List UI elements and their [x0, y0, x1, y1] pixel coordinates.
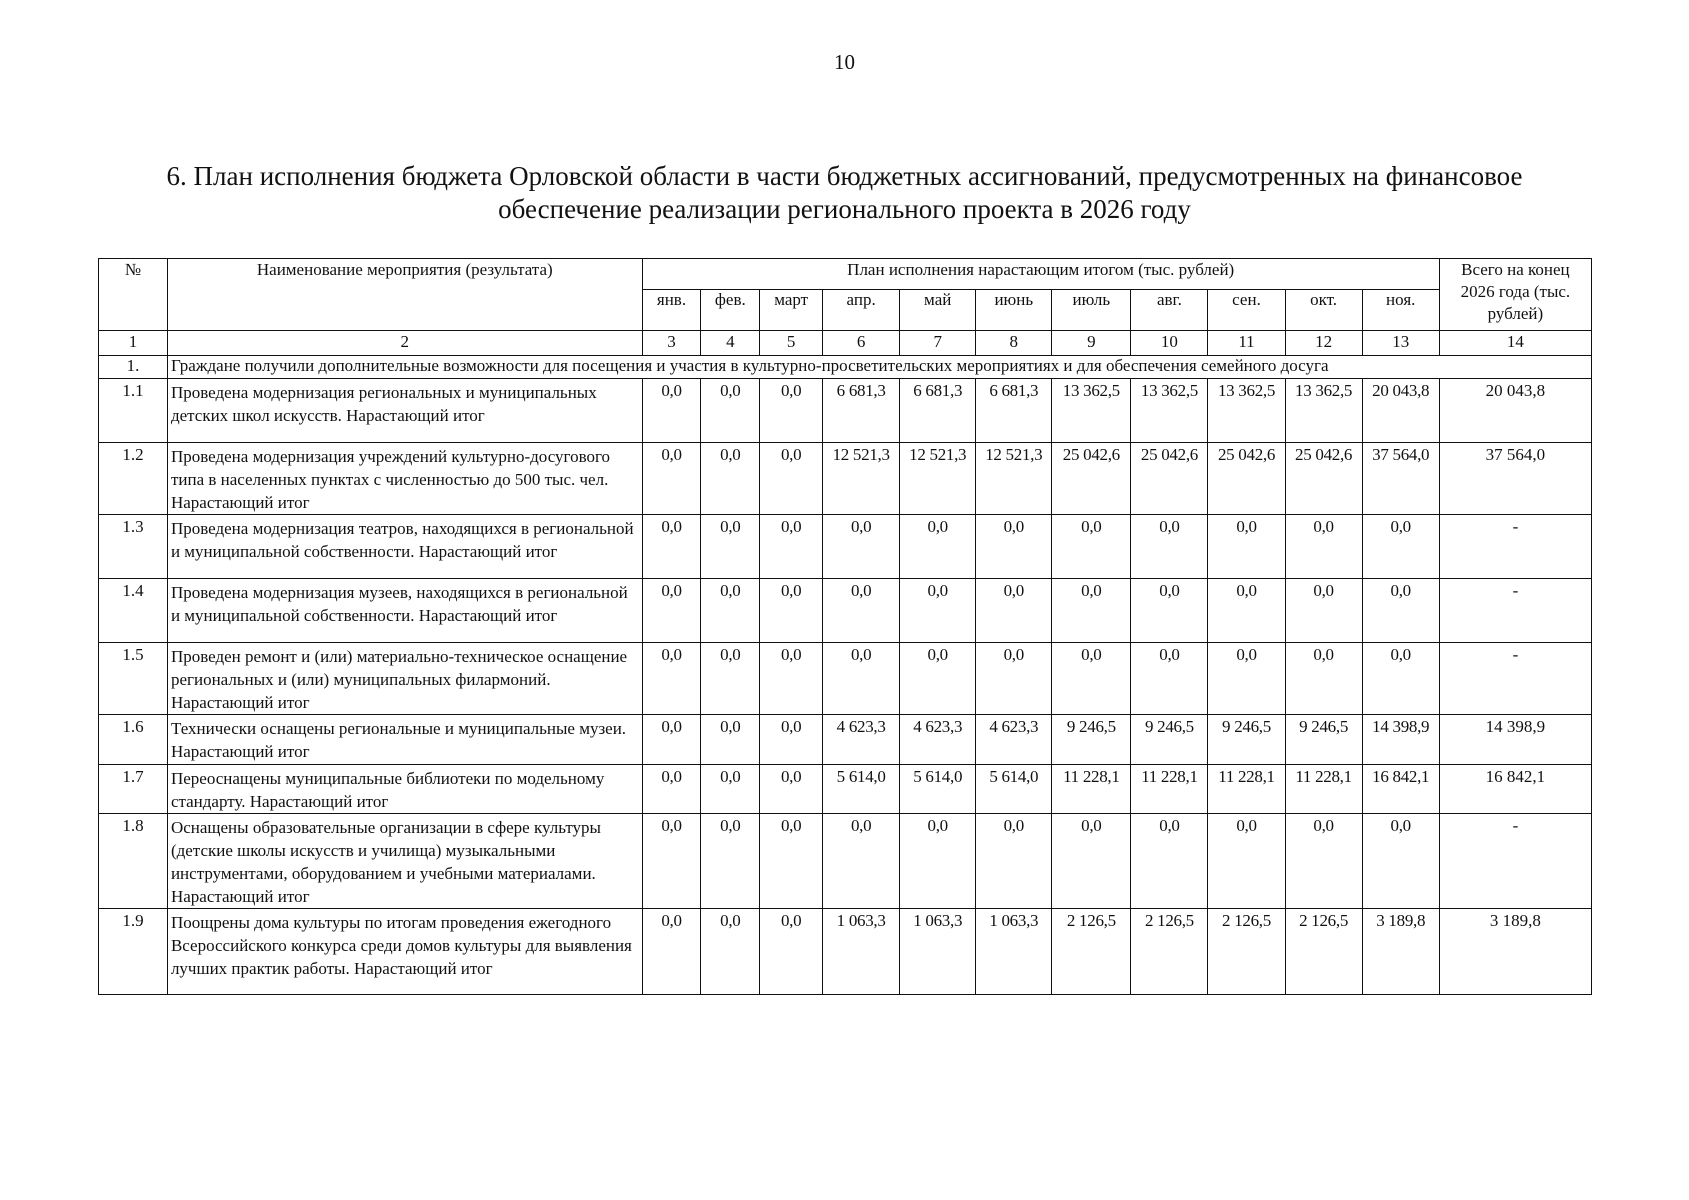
month-value-cell: 0,0: [1131, 515, 1208, 579]
row-number: 1.3: [99, 515, 168, 579]
month-value-cell: 0,0: [976, 643, 1052, 715]
month-value-cell: 9 246,5: [1052, 715, 1131, 765]
table-row: [99, 579, 1592, 643]
month-value-cell: 0,0: [760, 515, 823, 579]
month-value-cell: 0,0: [760, 909, 823, 995]
row-total: -: [1439, 579, 1591, 643]
column-number-cell: 2: [167, 331, 642, 356]
table-row: [99, 443, 1592, 515]
month-value-cell: 0,0: [701, 765, 760, 814]
month-value-cell: 2 126,5: [1208, 909, 1285, 995]
month-value-cell: 0,0: [701, 443, 760, 515]
month-value-cell: 0,0: [642, 579, 701, 643]
month-value-cell: 0,0: [760, 715, 823, 765]
month-value-cell: 0,0: [1131, 814, 1208, 909]
month-value-cell: 25 042,6: [1208, 443, 1285, 515]
month-value-cell: 0,0: [760, 579, 823, 643]
header-month: авг.: [1131, 290, 1208, 331]
row-total: -: [1439, 814, 1591, 909]
row-number: 1.7: [99, 765, 168, 814]
section-no: 1.: [99, 356, 168, 379]
month-value-cell: 2 126,5: [1285, 909, 1362, 995]
column-number-cell: 9: [1052, 331, 1131, 356]
row-name: Технически оснащены региональные и муниципальные музеи. Нарастающий итог: [167, 715, 642, 765]
row-name: Проведена модернизация учреждений культурно-досугового типа в населенных пунктах с численностью до 500 тыс. чел. Нарастающий итог: [167, 443, 642, 515]
month-value-cell: 9 246,5: [1131, 715, 1208, 765]
column-number-cell: 4: [701, 331, 760, 356]
row-number: 1.1: [99, 379, 168, 443]
header-no: №: [99, 259, 168, 331]
month-value-cell: 0,0: [1285, 579, 1362, 643]
table-row: [99, 814, 1592, 909]
page-number: 10: [834, 50, 855, 74]
month-value-cell: 0,0: [1362, 579, 1439, 643]
section-text: Граждане получили дополнительные возможности для посещения и участия в культурно-просветительских мероприятиях и для обеспечения семейного досуга: [167, 356, 1591, 379]
row-name: Переоснащены муниципальные библиотеки по модельному стандарту. Нарастающий итог: [167, 765, 642, 814]
row-total: 16 842,1: [1439, 765, 1591, 814]
month-value-cell: 0,0: [823, 814, 900, 909]
month-value-cell: 0,0: [900, 814, 976, 909]
month-value-cell: 0,0: [760, 379, 823, 443]
header-name: Наименование мероприятия (результата): [167, 259, 642, 331]
month-value-cell: 3 189,8: [1362, 909, 1439, 995]
title-line-1: 6. План исполнения бюджета Орловской области в части бюджетных ассигнований, предусмотренных на финансовое: [166, 161, 1523, 191]
month-value-cell: 20 043,8: [1362, 379, 1439, 443]
month-value-cell: 0,0: [1208, 579, 1285, 643]
month-value-cell: 9 246,5: [1285, 715, 1362, 765]
month-value-cell: 0,0: [900, 579, 976, 643]
row-number: 1.6: [99, 715, 168, 765]
month-value-cell: 0,0: [642, 379, 701, 443]
column-number-cell: 11: [1208, 331, 1285, 356]
month-value-cell: 13 362,5: [1052, 379, 1131, 443]
month-value-cell: 0,0: [701, 515, 760, 579]
row-number: 1.2: [99, 443, 168, 515]
row-name: Поощрены дома культуры по итогам проведения ежегодного Всероссийского конкурса среди домов культуры для выявления лучших практик работы. Нарастающий итог: [167, 909, 642, 995]
page-title: [100, 160, 1589, 226]
month-value-cell: 0,0: [823, 579, 900, 643]
month-value-cell: 0,0: [1285, 515, 1362, 579]
row-total: -: [1439, 515, 1591, 579]
header-month: янв.: [642, 290, 701, 331]
month-value-cell: 0,0: [642, 443, 701, 515]
month-value-cell: 5 614,0: [823, 765, 900, 814]
column-number-cell: 13: [1362, 331, 1439, 356]
month-value-cell: 11 228,1: [1052, 765, 1131, 814]
column-number-cell: 5: [760, 331, 823, 356]
month-value-cell: 0,0: [976, 814, 1052, 909]
column-numbers-row: [99, 331, 1592, 356]
month-value-cell: 2 126,5: [1052, 909, 1131, 995]
row-number: 1.8: [99, 814, 168, 909]
month-value-cell: 0,0: [976, 579, 1052, 643]
month-value-cell: 0,0: [701, 909, 760, 995]
month-value-cell: 11 228,1: [1285, 765, 1362, 814]
month-value-cell: 0,0: [1285, 814, 1362, 909]
month-value-cell: 0,0: [760, 765, 823, 814]
month-value-cell: 0,0: [642, 909, 701, 995]
month-value-cell: 4 623,3: [823, 715, 900, 765]
month-value-cell: 0,0: [642, 765, 701, 814]
month-value-cell: 0,0: [900, 515, 976, 579]
month-value-cell: 6 681,3: [976, 379, 1052, 443]
month-value-cell: 37 564,0: [1362, 443, 1439, 515]
column-number-cell: 1: [99, 331, 168, 356]
month-value-cell: 0,0: [642, 715, 701, 765]
row-total: 20 043,8: [1439, 379, 1591, 443]
header-month: ноя.: [1362, 290, 1439, 331]
month-value-cell: 0,0: [1285, 643, 1362, 715]
month-value-cell: 0,0: [1131, 579, 1208, 643]
month-value-cell: 0,0: [1052, 515, 1131, 579]
month-value-cell: 0,0: [976, 515, 1052, 579]
month-value-cell: 12 521,3: [823, 443, 900, 515]
month-value-cell: 0,0: [1052, 814, 1131, 909]
month-value-cell: 0,0: [823, 515, 900, 579]
month-value-cell: 0,0: [1052, 579, 1131, 643]
month-value-cell: 0,0: [823, 643, 900, 715]
header-month: май: [900, 290, 976, 331]
table-row: [99, 765, 1592, 814]
month-value-cell: 2 126,5: [1131, 909, 1208, 995]
row-total: -: [1439, 643, 1591, 715]
row-name: Проведен ремонт и (или) материально-техническое оснащение региональных и (или) муниципальных филармоний. Нарастающий итог: [167, 643, 642, 715]
month-value-cell: 0,0: [760, 814, 823, 909]
row-number: 1.5: [99, 643, 168, 715]
month-value-cell: 0,0: [701, 643, 760, 715]
month-value-cell: 0,0: [1362, 643, 1439, 715]
row-name: Проведена модернизация музеев, находящихся в региональной и муниципальной собственности. Нарастающий итог: [167, 579, 642, 643]
column-number-cell: 14: [1439, 331, 1591, 356]
column-number-cell: 3: [642, 331, 701, 356]
month-value-cell: 0,0: [1208, 515, 1285, 579]
row-total: 14 398,9: [1439, 715, 1591, 765]
month-value-cell: 4 623,3: [976, 715, 1052, 765]
month-value-cell: 12 521,3: [976, 443, 1052, 515]
month-value-cell: 0,0: [1208, 643, 1285, 715]
column-number-cell: 12: [1285, 331, 1362, 356]
row-total: 37 564,0: [1439, 443, 1591, 515]
month-value-cell: 1 063,3: [976, 909, 1052, 995]
header-plan: План исполнения нарастающим итогом (тыс. рублей): [642, 259, 1439, 290]
month-value-cell: 0,0: [760, 443, 823, 515]
column-number-cell: 6: [823, 331, 900, 356]
month-value-cell: 11 228,1: [1208, 765, 1285, 814]
row-name: Проведена модернизация театров, находящихся в региональной и муниципальной собственности. Нарастающий итог: [167, 515, 642, 579]
section-row: [99, 356, 1592, 379]
month-value-cell: 6 681,3: [900, 379, 976, 443]
month-value-cell: 1 063,3: [900, 909, 976, 995]
month-value-cell: 11 228,1: [1131, 765, 1208, 814]
row-number: 1.4: [99, 579, 168, 643]
month-value-cell: 25 042,6: [1052, 443, 1131, 515]
month-value-cell: 13 362,5: [1131, 379, 1208, 443]
month-value-cell: 14 398,9: [1362, 715, 1439, 765]
month-value-cell: 0,0: [1052, 643, 1131, 715]
header-month: окт.: [1285, 290, 1362, 331]
month-value-cell: 0,0: [701, 379, 760, 443]
month-value-cell: 5 614,0: [976, 765, 1052, 814]
month-value-cell: 13 362,5: [1208, 379, 1285, 443]
column-number-cell: 8: [976, 331, 1052, 356]
title-line-2: обеспечение реализации регионального проекта в 2026 году: [498, 194, 1191, 224]
month-value-cell: 0,0: [900, 643, 976, 715]
month-value-cell: 0,0: [1131, 643, 1208, 715]
month-value-cell: 25 042,6: [1285, 443, 1362, 515]
month-value-cell: 0,0: [642, 643, 701, 715]
month-value-cell: 0,0: [701, 715, 760, 765]
month-value-cell: 0,0: [701, 814, 760, 909]
month-value-cell: 0,0: [1362, 515, 1439, 579]
row-name: Оснащены образовательные организации в сфере культуры (детские школы искусств и училища) музыкальными инструментами, оборудованием и учебными материалами. Нарастающий итог: [167, 814, 642, 909]
month-value-cell: 0,0: [701, 579, 760, 643]
header-month: фев.: [701, 290, 760, 331]
header-month: июнь: [976, 290, 1052, 331]
row-name: Проведена модернизация региональных и муниципальных детских школ искусств. Нарастающий итог: [167, 379, 642, 443]
month-value-cell: 1 063,3: [823, 909, 900, 995]
month-value-cell: 25 042,6: [1131, 443, 1208, 515]
row-number: 1.9: [99, 909, 168, 995]
table-row: [99, 379, 1592, 443]
month-value-cell: 9 246,5: [1208, 715, 1285, 765]
month-value-cell: 4 623,3: [900, 715, 976, 765]
table-row: [99, 715, 1592, 765]
month-value-cell: 0,0: [760, 643, 823, 715]
header-row: [99, 259, 1592, 290]
header-month: сен.: [1208, 290, 1285, 331]
column-number-cell: 7: [900, 331, 976, 356]
header-month: апр.: [823, 290, 900, 331]
month-value-cell: 0,0: [642, 814, 701, 909]
month-value-cell: 5 614,0: [900, 765, 976, 814]
table-row: [99, 643, 1592, 715]
table-row: [99, 909, 1592, 995]
table-row: [99, 515, 1592, 579]
month-value-cell: 16 842,1: [1362, 765, 1439, 814]
month-value-cell: 13 362,5: [1285, 379, 1362, 443]
month-value-cell: 6 681,3: [823, 379, 900, 443]
month-value-cell: 0,0: [642, 515, 701, 579]
row-total: 3 189,8: [1439, 909, 1591, 995]
budget-plan-table: [98, 258, 1592, 995]
month-value-cell: 0,0: [1362, 814, 1439, 909]
column-number-cell: 10: [1131, 331, 1208, 356]
header-total: Всего на конец 2026 года (тыс. рублей): [1439, 259, 1591, 331]
month-value-cell: 12 521,3: [900, 443, 976, 515]
header-month: март: [760, 290, 823, 331]
month-value-cell: 0,0: [1208, 814, 1285, 909]
header-month: июль: [1052, 290, 1131, 331]
